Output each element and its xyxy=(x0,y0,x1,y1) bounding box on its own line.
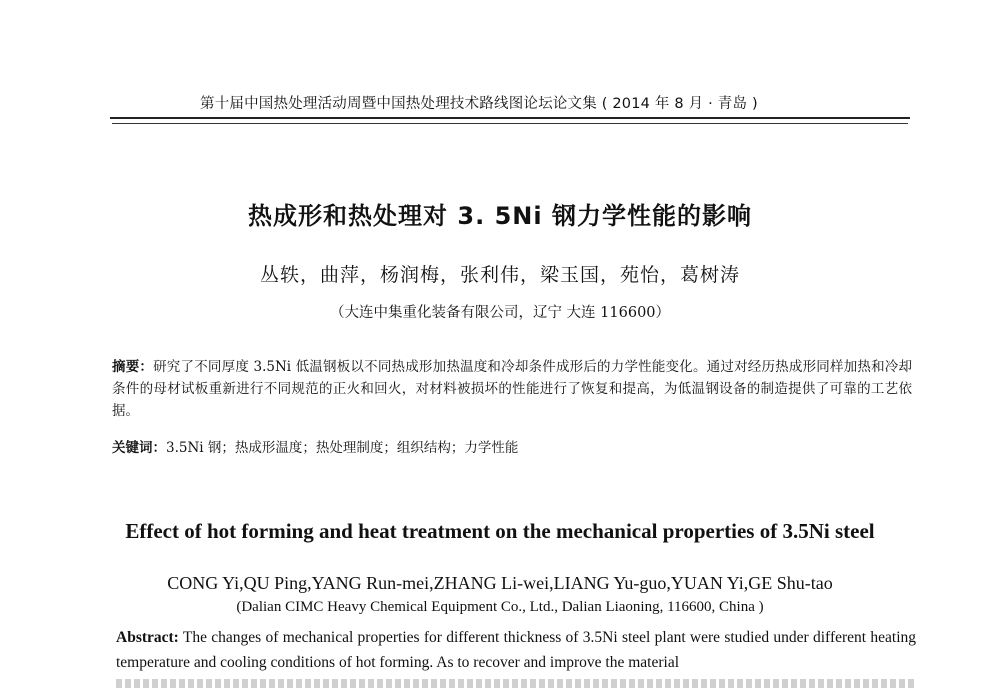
affiliation-cn: （大连中集重化装备有限公司，辽宁 大连 116600） xyxy=(329,305,671,321)
abstract-en xyxy=(116,625,916,675)
header-rule-thick xyxy=(110,117,910,119)
header-rule-thin xyxy=(112,123,908,124)
cut-off-text-line xyxy=(116,675,916,695)
keywords-text-cn: 3.5Ni 钢；热成形温度；热处理制度；组织结构；力学性能 xyxy=(166,440,519,456)
abstract-label-cn: 摘要： xyxy=(112,359,154,375)
abstract-label-en: Abstract: xyxy=(116,629,179,646)
abstract-text-en: The changes of mechanical properties for different thickness of 3.5Ni steel plant were studied under different heating temperature and cooling conditions of hot forming. As to recover and improve the material xyxy=(116,629,916,671)
abstract-cn xyxy=(112,356,912,422)
authors-en: CONG Yi,QU Ping,YANG Run-mei,ZHANG Li-wei,LIANG Yu-guo,YUAN Yi,GE Shu-tao xyxy=(167,573,833,593)
keywords-cn xyxy=(112,437,912,459)
paper-title-cn: 热成形和热处理对 3. 5Ni 钢力学性能的影响 xyxy=(248,202,752,230)
keywords-label-cn: 关键词： xyxy=(112,440,166,456)
running-header: 第十届中国热处理活动周暨中国热处理技术路线图论坛论文集 ( 2014 年 8 月 · 青岛 ) xyxy=(200,96,758,112)
affiliation-en: (Dalian CIMC Heavy Chemical Equipment Co., Ltd., Dalian Liaoning, 116600, China ) xyxy=(236,599,764,615)
abstract-text-cn: 研究了不同厚度 3.5Ni 低温钢板以不同热成形加热温度和冷却条件成形后的力学性能变化。通过对经历热成形同样加热和冷却条件的母材试板重新进行不同规范的正火和回火，对材料被损坏的性能进行了恢复和提高，为低温钢设备的制造提供了可靠的工艺依据。 xyxy=(112,359,912,419)
authors-cn: 丛轶，曲萍，杨润梅，张利伟，梁玉国，苑怡，葛树涛 xyxy=(259,264,740,286)
paper-title-en: Effect of hot forming and heat treatment on the mechanical properties of 3.5Ni steel xyxy=(125,519,875,543)
